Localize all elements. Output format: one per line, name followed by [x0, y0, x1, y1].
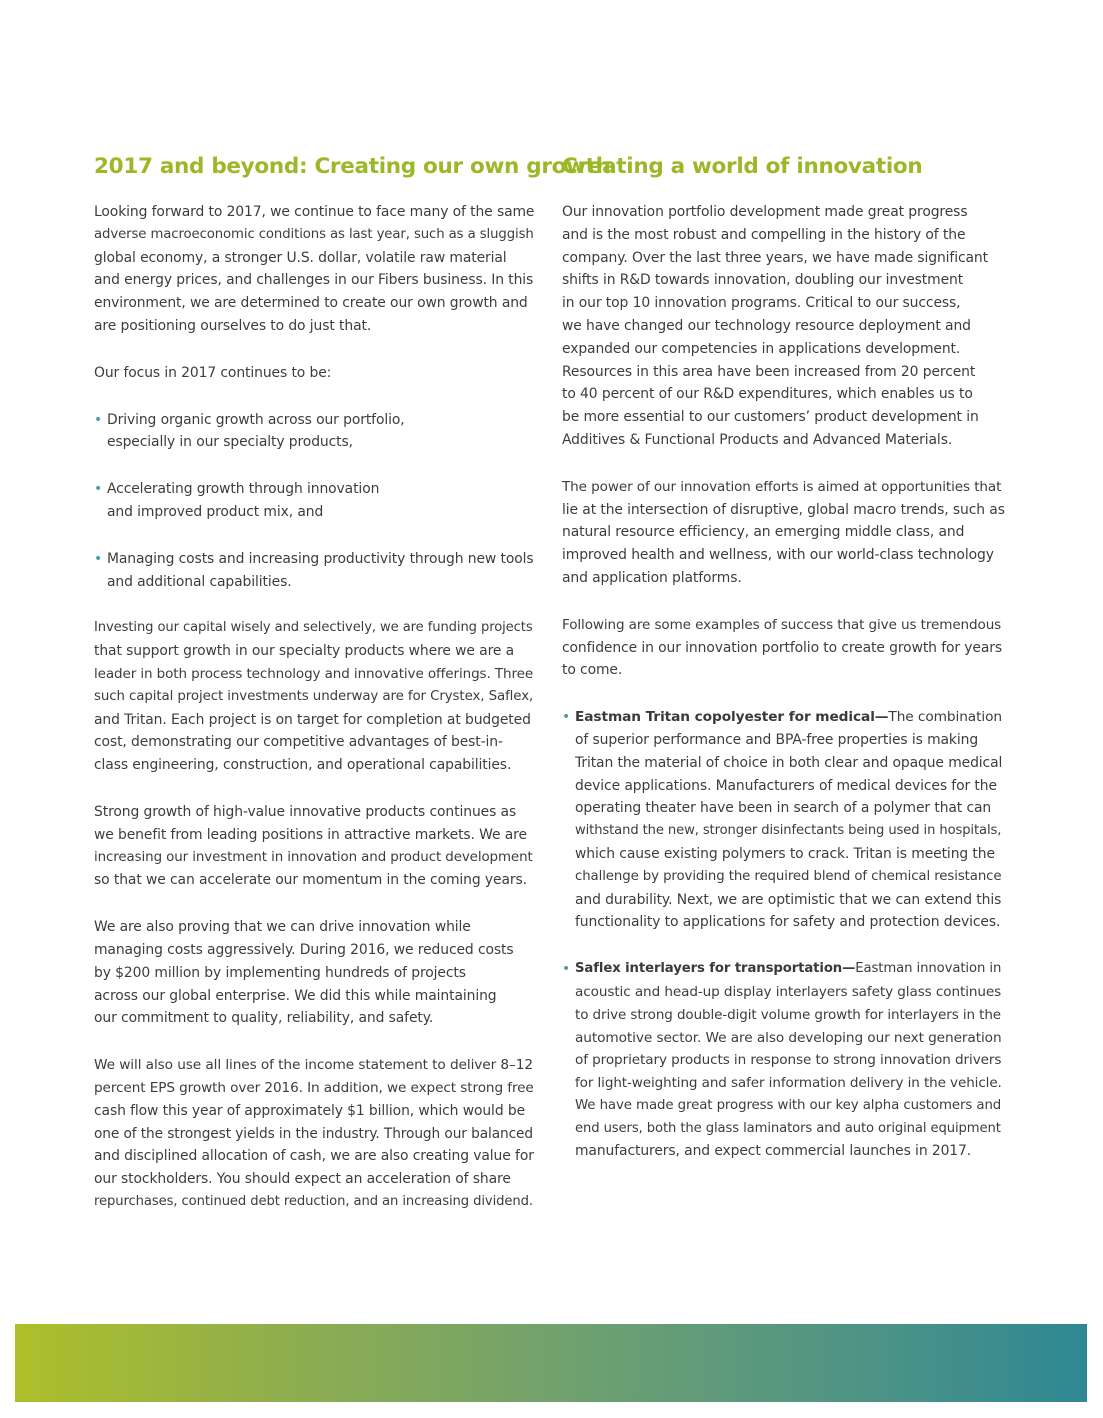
text-line: class engineering, construction, and operational capabilities.	[94, 757, 512, 774]
text-line: Looking forward to 2017, we continue to face many of the same	[94, 204, 535, 220]
text-line: global economy, a stronger U.S. dollar, volatile raw material	[94, 249, 507, 266]
text-line: in our top 10 innovation programs. Critical to our success,	[562, 295, 961, 312]
text-line: to drive strong double-digit volume growth for interlayers in the	[575, 1006, 1001, 1023]
text-line: Additives & Functional Products and Advanced Materials.	[562, 431, 953, 448]
text-line: Tritan the material of choice in both clear and opaque medical	[575, 754, 1003, 771]
text-line: shifts in R&D towards innovation, doubling our investment	[562, 272, 964, 289]
left-body	[94, 201, 538, 1214]
bullet-icon: •	[94, 411, 103, 428]
text-line: cash flow this year of approximately $1 billion, which would be	[94, 1102, 526, 1119]
right-heading: Creating a world of innovation	[562, 154, 923, 179]
text-line: that support growth in our specialty products where we are a	[94, 643, 515, 660]
text-line: and improved product mix, and	[107, 503, 324, 520]
text-line: withstand the new, stronger disinfectants being used in hospitals,	[575, 823, 1002, 839]
text-line: and application platforms.	[562, 569, 742, 586]
bullet-lead: Eastman Tritan copolyester for medical—	[575, 709, 889, 726]
footer-gradient-bar	[15, 1324, 1087, 1402]
right-paragraph-3	[562, 614, 1006, 682]
text-line: Managing costs and increasing productivity through new tools	[107, 550, 534, 567]
text-line: managing costs aggressively. During 2016, we reduced costs	[94, 941, 514, 958]
text-line: repurchases, continued debt reduction, and an increasing dividend.	[94, 1193, 533, 1209]
text-line: company. Over the last three years, we have made significant	[562, 249, 988, 266]
text-line: percent EPS growth over 2016. In addition, we expect strong free	[94, 1079, 534, 1096]
text-line: one of the strongest yields in the industry. Through our balanced	[94, 1125, 534, 1142]
text-line: Our innovation portfolio development made great progress	[562, 204, 968, 220]
text-line: lie at the intersection of disruptive, global macro trends, such as	[562, 501, 1005, 518]
text-line: Following are some examples of success that give us tremendous	[562, 616, 1002, 633]
saflex-bullet	[562, 958, 1006, 1163]
text-line: increasing our investment in innovation and product development	[94, 849, 533, 865]
paragraph-gap	[94, 454, 538, 478]
text-line: We will also use all lines of the income statement to deliver 8–12	[94, 1057, 533, 1074]
right-column	[562, 152, 1006, 1163]
text-line: Investing our capital wisely and selectively, we are funding projects	[94, 620, 533, 636]
text-line: to come.	[562, 662, 623, 679]
text-line: such capital project investments underway are for Crystex, Saflex,	[94, 688, 534, 704]
text-line	[575, 706, 1006, 729]
text-line: we benefit from leading positions in attractive markets. We are	[94, 826, 527, 843]
text-line: acoustic and head-up display interlayers safety glass continues	[575, 983, 1002, 1000]
left-paragraph-2	[94, 362, 538, 385]
text-line: are positioning ourselves to do just that.	[94, 317, 372, 334]
left-paragraph-1	[94, 201, 538, 338]
text-line: so that we can accelerate our momentum in the coming years.	[94, 872, 527, 889]
text-line: end users, both the glass laminators and auto original equipment	[575, 1120, 1001, 1136]
text-line: Resources in this area have been increased from 20 percent	[562, 363, 976, 380]
text-line: improved health and wellness, with our world-class technology	[562, 547, 994, 564]
text-line: and energy prices, and challenges in our Fibers business. In this	[94, 272, 534, 289]
focus-bullet-1	[94, 409, 538, 455]
text-line: be more essential to our customers’ product development in	[562, 409, 979, 426]
text-line: we have changed our technology resource deployment and	[562, 317, 971, 334]
focus-bullet-3	[94, 548, 538, 594]
bullet-icon: •	[562, 961, 571, 978]
text-line: by $200 million by implementing hundreds of projects	[94, 964, 466, 981]
text-line: The power of our innovation efforts is aimed at opportunities that	[562, 478, 1002, 495]
left-heading: 2017 and beyond: Creating our own growth	[94, 154, 611, 179]
text-line: We have made great progress with our key alpha customers and	[575, 1097, 1002, 1113]
text-line: We are also proving that we can drive innovation while	[94, 919, 471, 936]
paragraph-gap	[562, 682, 1006, 706]
text-line: device applications. Manufacturers of medical devices for the	[575, 777, 997, 794]
text-line: our stockholders. You should expect an acceleration of share	[94, 1171, 511, 1188]
tritan-bullet	[562, 706, 1006, 934]
text-line: and is the most robust and compelling in the history of the	[562, 226, 966, 243]
bullet-lead: Saflex interlayers for transportation—	[575, 961, 856, 977]
bullet-lead-continuation: Eastman innovation in	[855, 961, 1002, 977]
text-line: manufacturers, and expect commercial launches in 2017.	[575, 1143, 972, 1160]
text-line: Driving organic growth across our portfolio,	[107, 411, 405, 428]
right-body	[562, 201, 1006, 1163]
left-paragraph-6	[94, 1054, 538, 1214]
text-line: Accelerating growth through innovation	[107, 481, 380, 498]
text-line: operating theater have been in search of a polymer that can	[575, 800, 992, 817]
text-line: environment, we are determined to create our own growth and	[94, 295, 528, 312]
paragraph-gap	[94, 338, 538, 362]
text-line: which cause existing polymers to crack. Tritan is meeting the	[575, 845, 995, 862]
bullet-icon: •	[94, 481, 103, 498]
paragraph-gap	[94, 385, 538, 409]
text-line: and additional capabilities.	[107, 573, 292, 590]
text-line: of superior performance and BPA-free properties is making	[575, 731, 979, 748]
text-line: especially in our specialty products,	[107, 434, 353, 451]
text-line: adverse macroeconomic conditions as last year, such as a sluggish	[94, 226, 534, 242]
text-line: to 40 percent of our R&D expenditures, which enables us to	[562, 386, 973, 403]
left-paragraph-4	[94, 801, 538, 892]
bullet-lead-continuation: The combination	[888, 709, 1002, 726]
text-line: cost, demonstrating our competitive advantages of best-in-	[94, 734, 503, 751]
paragraph-gap	[94, 593, 538, 617]
paragraph-gap	[562, 452, 1006, 476]
text-line: and disciplined allocation of cash, we are also creating value for	[94, 1148, 534, 1165]
text-line: functionality to applications for safety and protection devices.	[575, 914, 1001, 931]
bullet-icon: •	[562, 709, 571, 726]
left-paragraph-3	[94, 617, 538, 777]
text-line: automotive sector. We are also developing our next generation	[575, 1029, 1002, 1046]
paragraph-gap	[562, 590, 1006, 614]
text-line: leader in both process technology and innovative offerings. Three	[94, 665, 534, 682]
text-line: natural resource efficiency, an emerging middle class, and	[562, 524, 965, 541]
text-line: across our global enterprise. We did this while maintaining	[94, 987, 497, 1004]
text-line: and Tritan. Each project is on target for completion at budgeted	[94, 711, 531, 728]
text-line: and durability. Next, we are optimistic that we can extend this	[575, 891, 1002, 908]
text-line	[575, 958, 1006, 981]
text-line: for light-weighting and safer information delivery in the vehicle.	[575, 1075, 1002, 1092]
text-line: confidence in our innovation portfolio to create growth for years	[562, 639, 1003, 656]
paragraph-gap	[94, 892, 538, 916]
text-line: Our focus in 2017 continues to be:	[94, 364, 332, 381]
paragraph-gap	[94, 777, 538, 801]
paragraph-gap	[562, 934, 1006, 958]
left-paragraph-5	[94, 916, 538, 1030]
focus-bullet-2	[94, 478, 538, 524]
text-line: challenge by providing the required blend of chemical resistance	[575, 868, 1002, 884]
text-line: Strong growth of high-value innovative products continues as	[94, 803, 517, 820]
bullet-icon: •	[94, 550, 103, 567]
paragraph-gap	[94, 524, 538, 548]
text-line: our commitment to quality, reliability, and safety.	[94, 1010, 434, 1027]
right-paragraph-2	[562, 476, 1006, 590]
text-line: of proprietary products in response to strong innovation drivers	[575, 1052, 1002, 1069]
right-paragraph-1	[562, 201, 1006, 452]
paragraph-gap	[94, 1030, 538, 1054]
text-line: expanded our competencies in applications development.	[562, 340, 961, 357]
